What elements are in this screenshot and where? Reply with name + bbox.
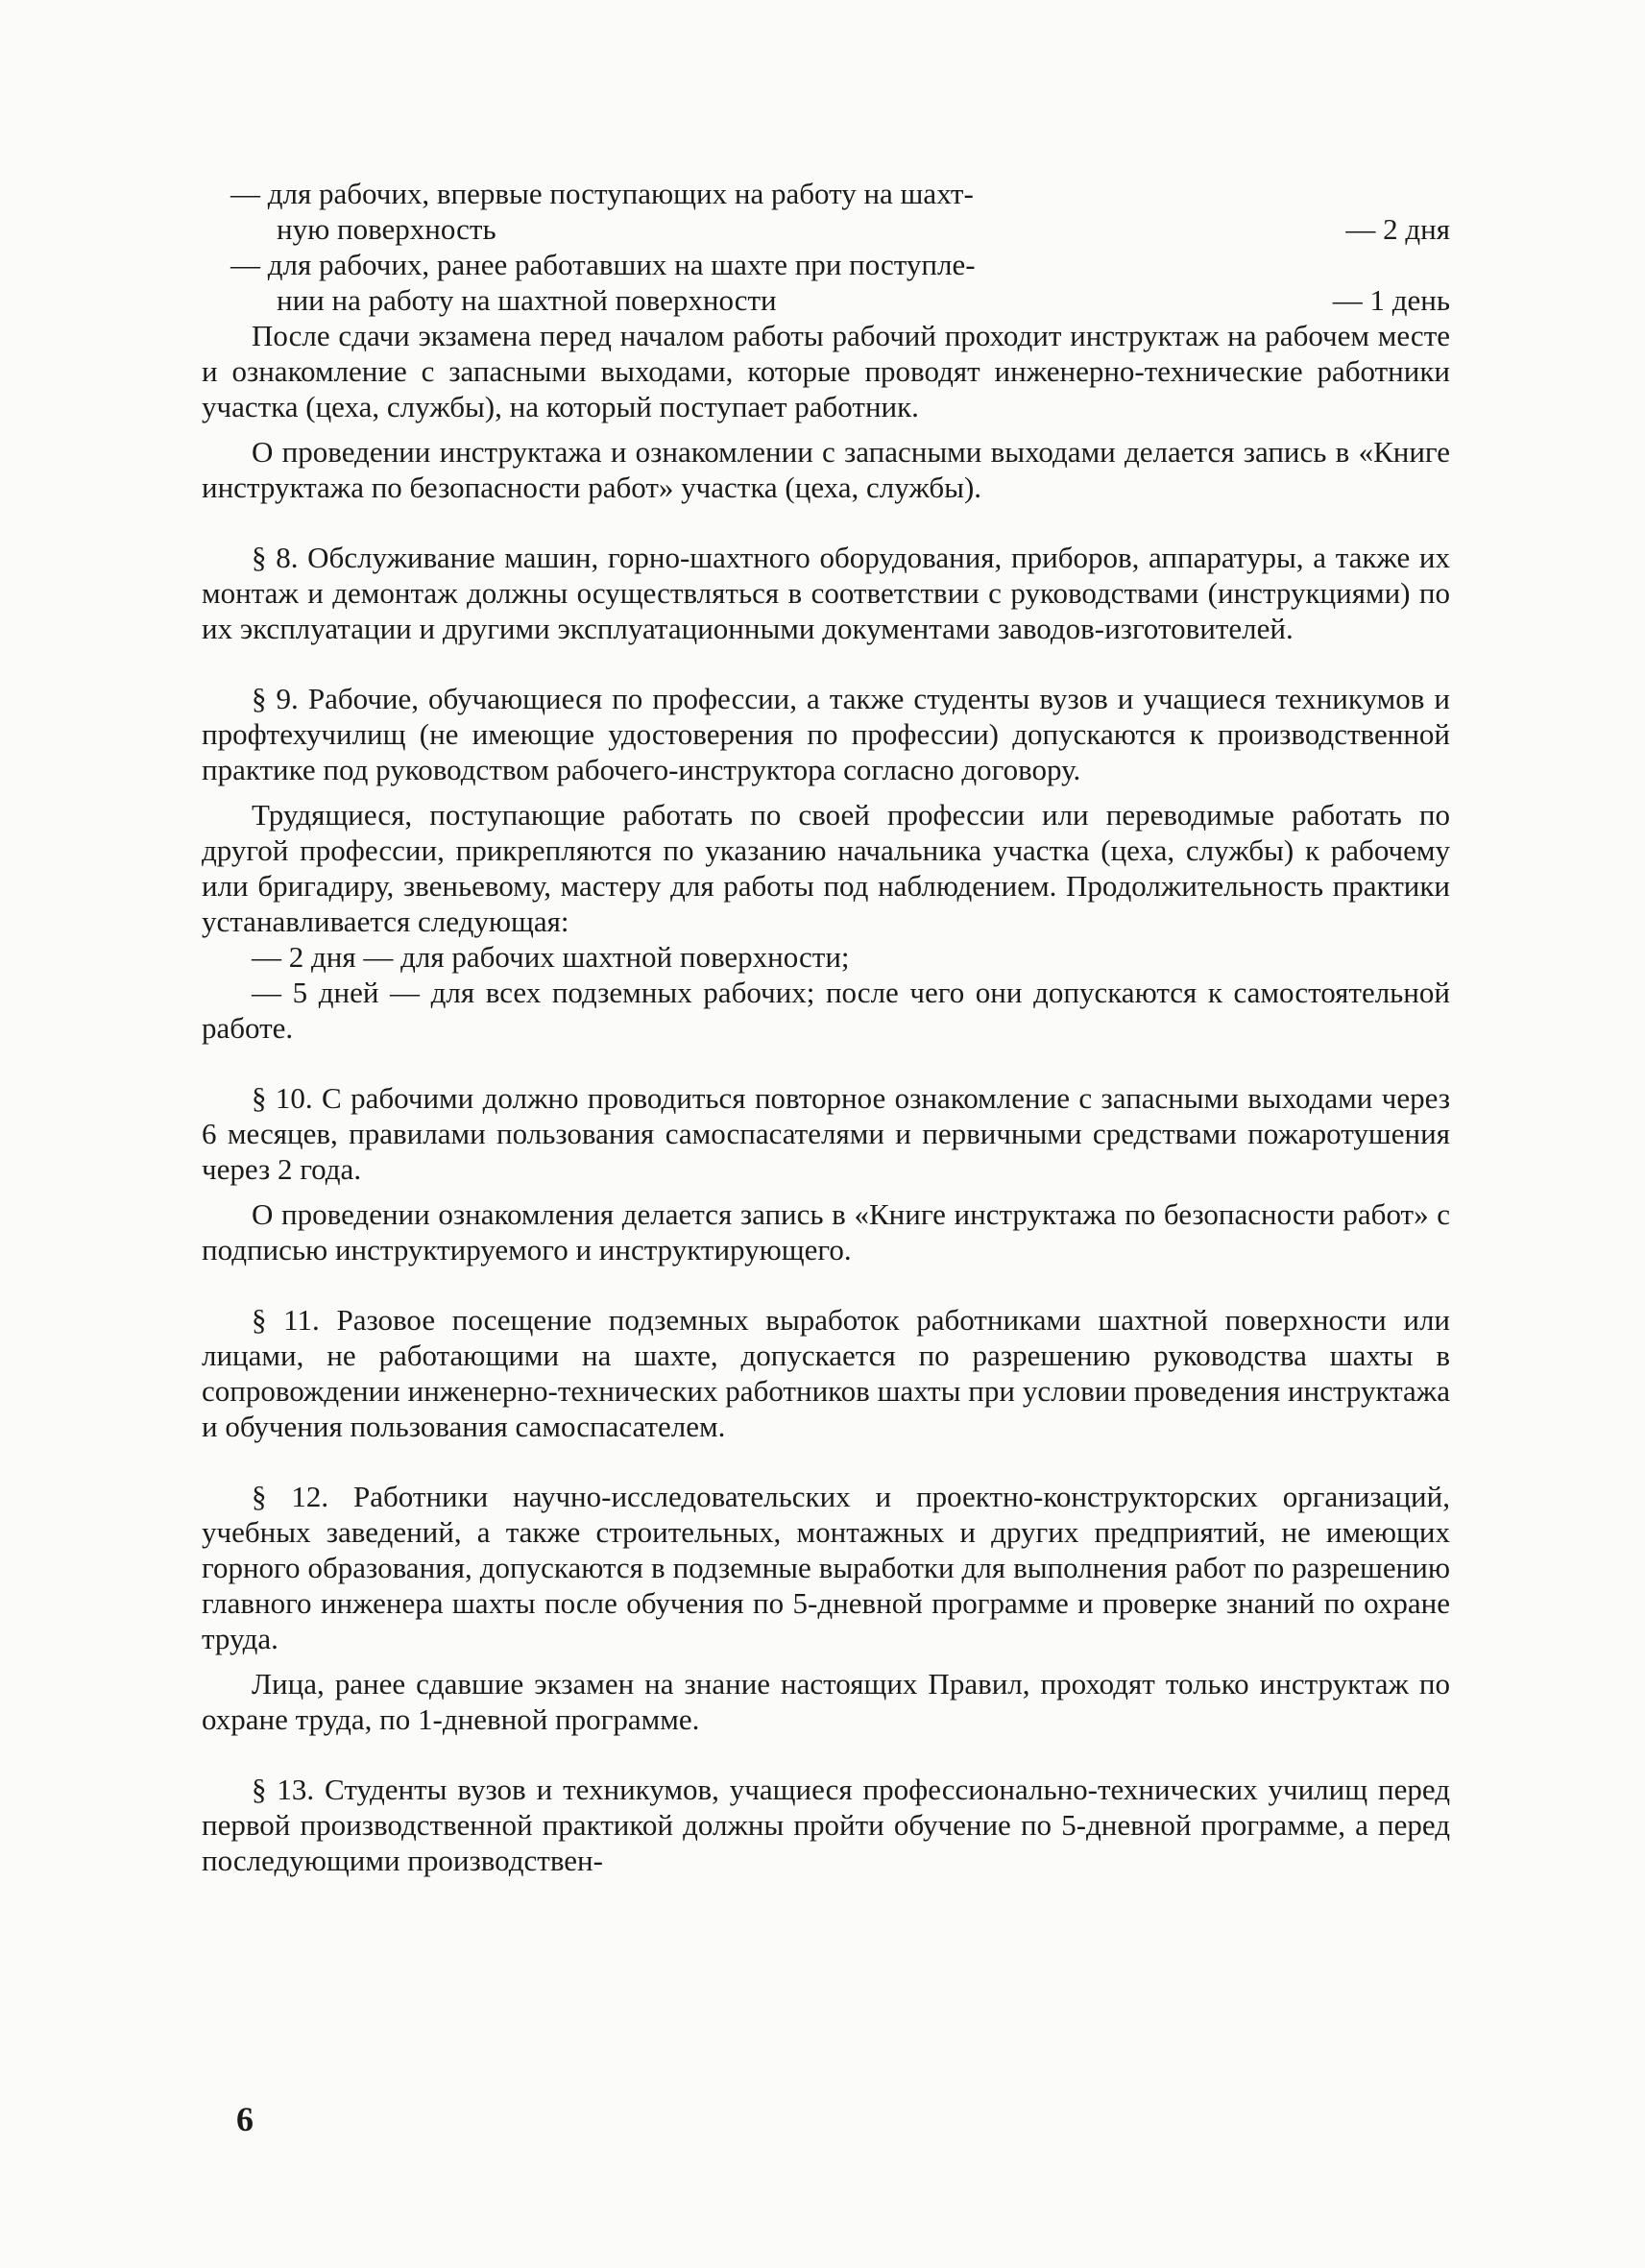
list-item: — 2 дня — для рабочих шахтной поверхности;	[252, 940, 850, 974]
section-8: § 8. Обслуживание машин, горно-шахтного оборудования, приборов, аппаратуры, а также их монтаж и демонтаж должны осуществляться в соответствии с руководствами (инструкциями) по их эксплуатации и другими эксплуатационными документами заводов-изготовителей.	[202, 541, 1450, 645]
paragraph-after-exam: После сдачи экзамена перед началом работы рабочий проходит инструктаж на рабочем месте и ознакомление с запасными выходами, которые проводят инженерно-технические работники участка (цеха, службы), на который поступает работник.	[202, 319, 1450, 423]
intro-item	[202, 176, 1450, 247]
section-10: § 10. С рабочими должно проводиться повторное ознакомление с запасными выходами через 6 месяцев, правилами пользования самоспасателями и первичными средствами пожаротушения через 2 года.	[202, 1081, 1450, 1186]
intro-item-line: нии на работу на шахтной поверхности	[277, 283, 777, 317]
section-9-paragraph-2: Трудящиеся, поступающие работать по своей профессии или переводимые работать по другой профессии, прикрепляются по указанию начальника участка (цеха, службы) к рабочему или бригадиру, звеньевому, мастеру для работы под наблюдением. Продолжительность практики устанавливается следующая:	[202, 798, 1450, 938]
page-number: 6	[236, 2100, 254, 2138]
section-12: § 12. Работники научно-исследовательских и проектно-конструкторских организаций, учебных заведений, а также строительных, монтажных и других предприятий, не имеющих горного образования, допускаются в подземные выработки для выполнения работ по разрешению главного инженера шахты после обучения по 5-дневной программе и проверке знаний по охране труда.	[202, 1480, 1450, 1655]
section-9: § 9. Рабочие, обучающиеся по профессии, а также студенты вузов и учащиеся техникумов и профтехучилищ (не имеющие удостоверения по профессии) допускаются к производственной практике под руководством рабочего-инструктора согласно договору.	[202, 682, 1450, 786]
intro-item	[202, 247, 1450, 318]
page-body	[202, 176, 1450, 1878]
paragraph-record: О проведении инструктажа и ознакомлении с запасными выходами делается запись в «Книге инструктажа по безопасности работ» участка (цеха, службы).	[202, 435, 1450, 504]
intro-item-line: — для рабочих, ранее работавших на шахте при поступле-	[230, 248, 976, 281]
section-12-paragraph-2: Лица, ранее сдавшие экзамен на знание настоящих Правил, проходят только инструктаж по охране труда, по 1-дневной программе.	[202, 1667, 1450, 1736]
section-11: § 11. Разовое посещение подземных выработок работниками шахтной поверхности или лицами, не работающими на шахте, допускается по разрешению руководства шахты в сопровождении инженерно-технических работников шахты при условии проведения инструктажа и обучения пользования самоспасателем.	[202, 1303, 1450, 1443]
intro-item-line: ную поверхность	[277, 212, 496, 246]
section-10-paragraph-2: О проведении ознакомления делается запись в «Книге инструктажа по безопасности работ» с подписью инструктируемого и инструктирующего.	[202, 1197, 1450, 1267]
section-13: § 13. Студенты вузов и техникумов, учащиеся профессионально-технических училищ перед первой производственной практикой должны пройти обучение по 5-дневной программе, а перед последующими производствен-	[202, 1773, 1450, 1877]
intro-item-duration: — 2 дня	[1345, 212, 1450, 246]
intro-item-duration: — 1 день	[1332, 283, 1450, 317]
intro-item-line: — для рабочих, впервые поступающих на работу на шахт-	[230, 177, 974, 210]
list-item: — 5 дней — для всех подземных рабочих; после чего они допускаются к самостоятельной работе.	[202, 976, 1450, 1045]
